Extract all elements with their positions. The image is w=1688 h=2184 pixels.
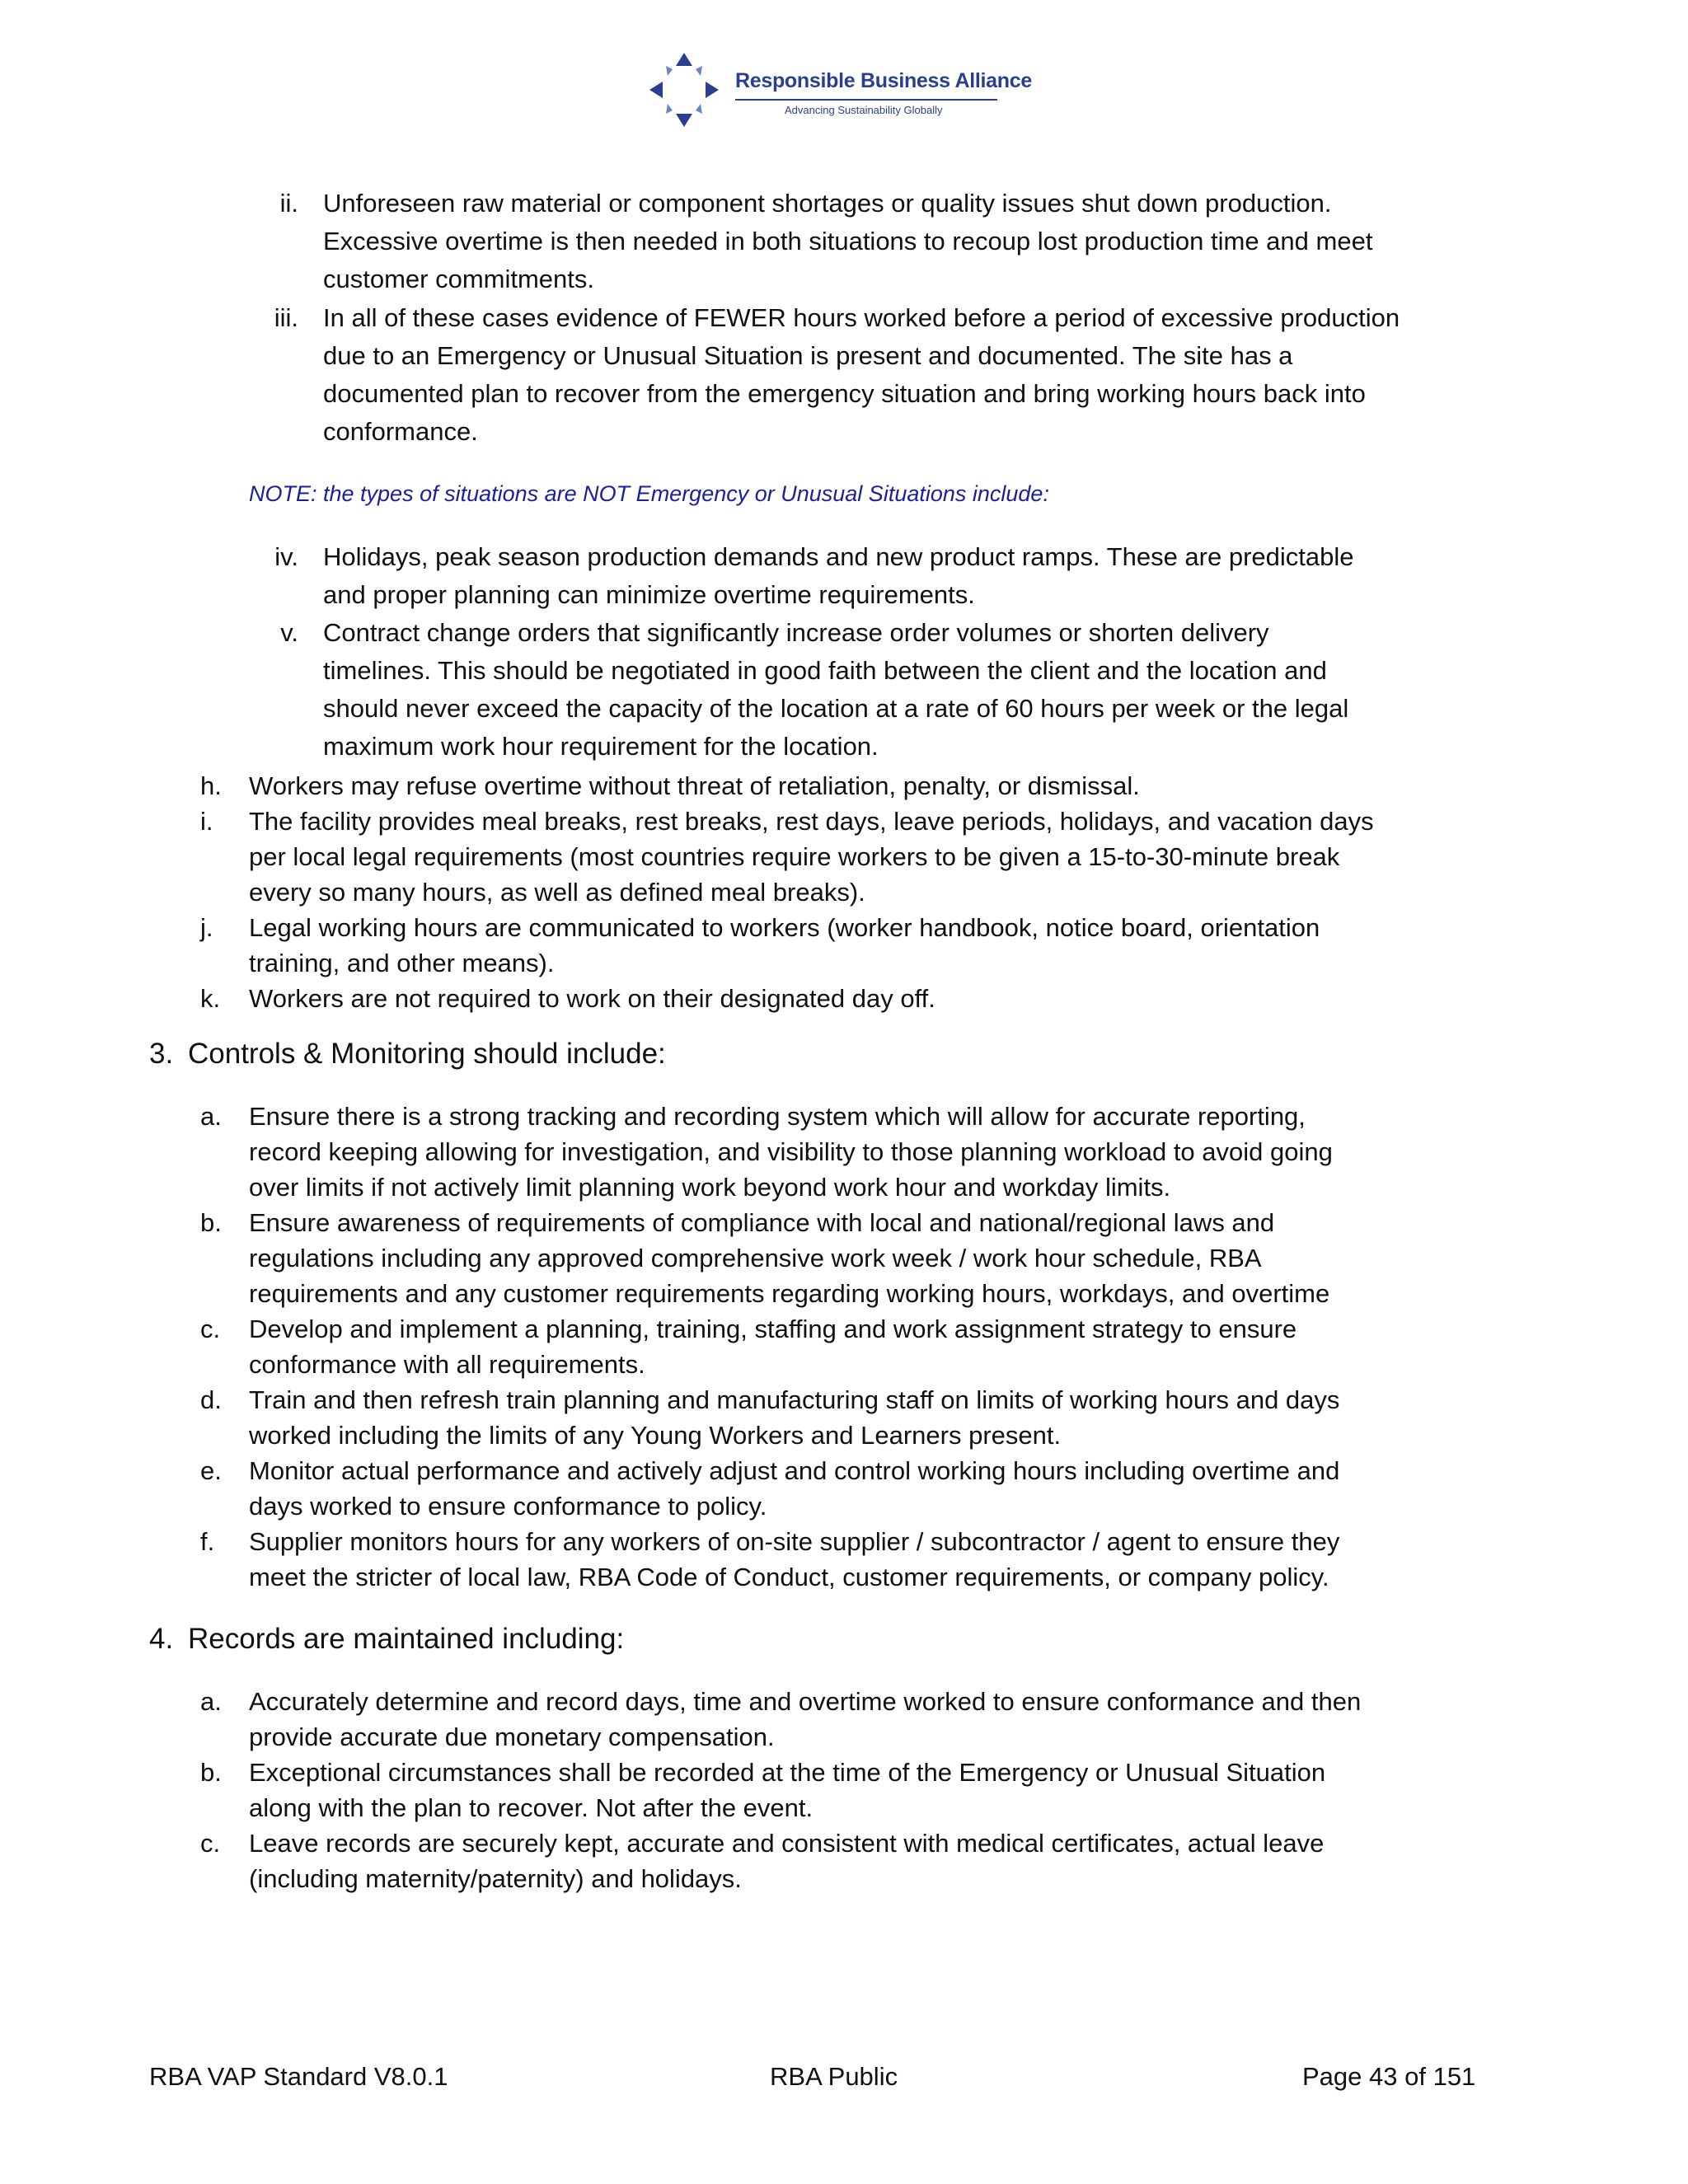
list-marker: iv. [274, 542, 298, 571]
list-item-line: conformance. [323, 417, 478, 446]
list-item-line: every so many hours, as well as defined meal breaks). [249, 878, 865, 907]
footer-document-id: RBA VAP Standard V8.0.1 [149, 2062, 448, 2091]
list-item-line: meet the stricter of local law, RBA Code of Conduct, customer requirements, or company policy. [249, 1563, 1329, 1591]
list-marker: b. [200, 1758, 222, 1787]
list-item-line: Exceptional circumstances shall be recorded at the time of the Emergency or Unusual Situation [249, 1758, 1326, 1787]
list-item-line: In all of these cases evidence of FEWER hours worked before a period of excessive production [323, 303, 1400, 332]
footer-page-number: Page 43 of 151 [1302, 2062, 1476, 2091]
list-marker: e. [200, 1456, 222, 1485]
list-item-line: provide accurate due monetary compensation. [249, 1722, 775, 1751]
list-item-line: Excessive overtime is then needed in both situations to recoup lost production time and meet [323, 227, 1373, 255]
list-item-line: Ensure there is a strong tracking and recording system which will allow for accurate reporting, [249, 1102, 1306, 1131]
rba-logo-icon [643, 48, 725, 132]
list-item-line: regulations including any approved comprehensive work week / work hour schedule, RBA [249, 1244, 1262, 1272]
list-item-line: should never exceed the capacity of the location at a rate of 60 hours per week or the legal [323, 694, 1349, 723]
list-item-line: Ensure awareness of requirements of compliance with local and national/regional laws and [249, 1208, 1275, 1237]
list-item-line: Leave records are securely kept, accurate and consistent with medical certificates, actual leave [249, 1829, 1325, 1858]
list-item-line: Develop and implement a planning, training, staffing and work assignment strategy to ensure [249, 1315, 1297, 1343]
list-marker: d. [200, 1385, 222, 1414]
list-item-line: Workers may refuse overtime without threat of retaliation, penalty, or dismissal. [249, 771, 1140, 800]
list-item-line: maximum work hour requirement for the location. [323, 732, 879, 761]
section-heading: Controls & Monitoring should include: [188, 1038, 666, 1070]
section-number: 4. [149, 1623, 174, 1655]
list-item-line: The facility provides meal breaks, rest breaks, rest days, leave periods, holidays, and vacation days [249, 807, 1374, 836]
list-item-line: along with the plan to recover. Not after the event. [249, 1793, 814, 1822]
footer-classification: RBA Public [770, 2062, 898, 2091]
list-item-line: Legal working hours are communicated to workers (worker handbook, notice board, orientation [249, 913, 1320, 942]
list-marker: i. [200, 807, 213, 836]
list-item-line: and proper planning can minimize overtime requirements. [323, 580, 975, 609]
note-text: NOTE: the types of situations are NOT Emergency or Unusual Situations include: [249, 481, 1049, 506]
logo-title: Responsible Business Alliance [735, 69, 1032, 92]
list-item-line: training, and other means). [249, 949, 555, 977]
list-item-line: (including maternity/paternity) and holidays. [249, 1864, 742, 1893]
list-marker: f. [200, 1527, 215, 1556]
list-item-line: Monitor actual performance and actively adjust and control working hours including overtime and [249, 1456, 1340, 1485]
list-marker: a. [200, 1687, 222, 1716]
list-item-line: conformance with all requirements. [249, 1350, 645, 1379]
list-item-line: requirements and any customer requirements regarding working hours, workdays, and overtime [249, 1279, 1330, 1308]
list-marker: ii. [279, 189, 298, 218]
list-item-line: documented plan to recover from the emergency situation and bring working hours back into [323, 379, 1366, 408]
list-item-line: days worked to ensure conformance to policy. [249, 1492, 767, 1521]
rba-logo [643, 48, 1032, 132]
list-marker: v. [280, 618, 298, 647]
list-marker: h. [200, 771, 222, 800]
list-marker: a. [200, 1102, 222, 1131]
list-marker: b. [200, 1208, 222, 1237]
section-heading: Records are maintained including: [188, 1623, 625, 1655]
list-item-line: record keeping allowing for investigation, and visibility to those planning workload to avoid going [249, 1137, 1333, 1166]
list-item-line: per local legal requirements (most countries require workers to be given a 15-to-30-minute break [249, 842, 1340, 871]
list-item-line: Unforeseen raw material or component shortages or quality issues shut down production. [323, 189, 1332, 218]
list-item-line: customer commitments. [323, 265, 595, 293]
list-marker: k. [200, 984, 221, 1013]
list-item-line: worked including the limits of any Young Workers and Learners present. [249, 1421, 1062, 1450]
list-item-line: Workers are not required to work on their designated day off. [249, 984, 935, 1013]
list-item-line: over limits if not actively limit planning work beyond work hour and workday limits. [249, 1173, 1171, 1202]
list-item-line: Supplier monitors hours for any workers of on-site supplier / subcontractor / agent to ensure they [249, 1527, 1340, 1556]
logo-divider [735, 99, 997, 101]
list-item-line: timelines. This should be negotiated in good faith between the client and the location and [323, 656, 1327, 685]
list-marker: c. [200, 1315, 221, 1343]
list-item-line: Accurately determine and record days, time and overtime worked to ensure conformance and then [249, 1687, 1362, 1716]
list-item-line: Contract change orders that significantly increase order volumes or shorten delivery [323, 618, 1269, 647]
list-marker: c. [200, 1829, 221, 1858]
section-number: 3. [149, 1038, 174, 1070]
list-item-line: Holidays, peak season production demands and new product ramps. These are predictable [323, 542, 1354, 571]
list-marker: j. [200, 913, 213, 942]
list-item-line: Train and then refresh train planning and manufacturing staff on limits of working hours and days [249, 1385, 1340, 1414]
list-marker: iii. [274, 303, 298, 332]
logo-subtitle: Advancing Sustainability Globally [785, 104, 943, 116]
list-item-line: due to an Emergency or Unusual Situation is present and documented. The site has a [323, 341, 1293, 370]
